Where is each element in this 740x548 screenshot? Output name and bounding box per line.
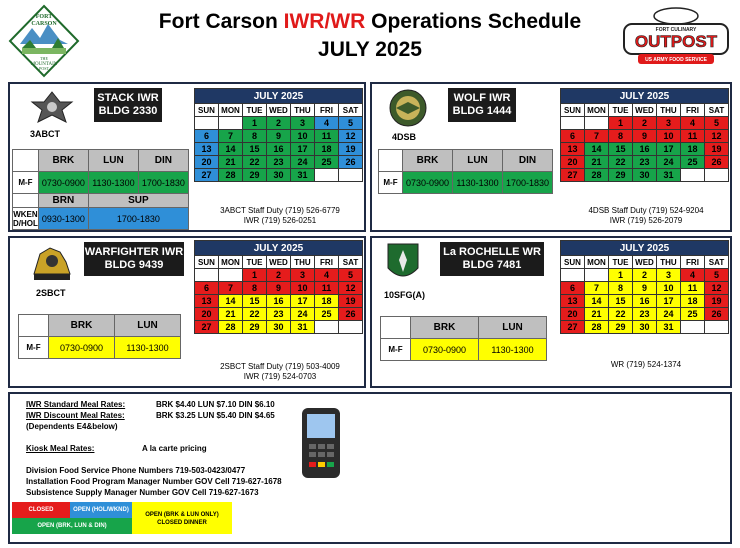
stack-head-brk: BRK — [38, 150, 88, 172]
svg-text:FORT: FORT — [35, 14, 53, 20]
calendar-day: 1 — [609, 117, 633, 130]
dow-tue: TUE — [243, 104, 267, 117]
calendar-week — [195, 130, 363, 143]
calendar-week — [195, 282, 363, 295]
svg-text:OUTPOST: OUTPOST — [634, 32, 718, 51]
svg-text:THE: THE — [40, 56, 48, 61]
wolf-head-din: DIN — [503, 150, 553, 172]
calendar-day: 9 — [633, 282, 657, 295]
calendar-day: 12 — [339, 130, 363, 143]
wolf-mf-din: 1700-1830 — [503, 172, 553, 194]
calendar-day: 5 — [339, 269, 363, 282]
stack-name-box: STACK IWR BLDG 2330 — [94, 88, 162, 122]
calendar-day: 29 — [609, 321, 633, 334]
division-phone: Division Food Service Phone Numbers 719-503-0423/0477 — [26, 466, 246, 475]
calendar-day: 16 — [267, 143, 291, 156]
calendar-day: 29 — [243, 169, 267, 182]
laro-calendar-month: JULY 2025 — [561, 241, 729, 256]
warf-meal-table — [18, 314, 181, 359]
calendar-day: 26 — [339, 308, 363, 321]
dow-mon: MON — [219, 104, 243, 117]
calendar-empty — [681, 169, 705, 182]
calendar-empty — [195, 117, 219, 130]
laro-head-lun: LUN — [479, 317, 547, 339]
dow-sat: SAT — [705, 256, 729, 269]
calendar-day: 12 — [705, 130, 729, 143]
calendar-day: 17 — [657, 143, 681, 156]
calendar-day: 23 — [633, 156, 657, 169]
calendar-day: 30 — [267, 169, 291, 182]
calendar-day: 19 — [339, 295, 363, 308]
calendar-day: 24 — [291, 308, 315, 321]
calendar-day: 3 — [657, 269, 681, 282]
calendar-day: 17 — [291, 143, 315, 156]
calendar-day: 9 — [267, 130, 291, 143]
calendar-week — [561, 321, 729, 334]
wolf-calendar-month: JULY 2025 — [561, 89, 729, 104]
legend-open-brk-lun: OPEN (BRK & LUN ONLY) CLOSED DINNER — [132, 502, 232, 534]
warf-head-lun: LUN — [115, 315, 181, 337]
calendar-week — [195, 169, 363, 182]
calendar-empty — [219, 269, 243, 282]
calendar-week — [195, 321, 363, 334]
card-terminal-icon — [300, 406, 342, 480]
calendar-day: 13 — [561, 143, 585, 156]
calendar-day: 14 — [219, 295, 243, 308]
calendar-day: 17 — [657, 295, 681, 308]
legend-open-all: OPEN (BRK, LUN & DIN) — [12, 518, 132, 534]
calendar-day: 1 — [243, 117, 267, 130]
calendar-day: 11 — [681, 130, 705, 143]
dow-wed: WED — [633, 104, 657, 117]
stack-mf-brk: 0730-0900 — [38, 172, 88, 194]
calendar-day: 8 — [609, 130, 633, 143]
calendar-day: 28 — [585, 321, 609, 334]
dow-thu: THU — [291, 256, 315, 269]
calendar-day: 15 — [609, 295, 633, 308]
calendar-empty — [585, 269, 609, 282]
wolf-calendar — [560, 88, 729, 182]
calendar-day: 3 — [657, 117, 681, 130]
calendar-day: 25 — [681, 308, 705, 321]
dow-thu: THU — [291, 104, 315, 117]
dow-wed: WED — [267, 256, 291, 269]
calendar-day: 26 — [705, 308, 729, 321]
calendar-empty — [315, 321, 339, 334]
calendar-day: 10 — [291, 282, 315, 295]
dow-sat: SAT — [705, 104, 729, 117]
calendar-day: 11 — [315, 130, 339, 143]
svg-text:MOUNTAIN: MOUNTAIN — [30, 62, 58, 67]
calendar-day: 14 — [585, 143, 609, 156]
wolf-dow-row — [561, 104, 729, 117]
dow-sat: SAT — [339, 104, 363, 117]
calendar-day: 4 — [315, 269, 339, 282]
calendar-day: 19 — [705, 295, 729, 308]
calendar-day: 22 — [609, 156, 633, 169]
calendar-day: 10 — [657, 282, 681, 295]
calendar-day: 10 — [291, 130, 315, 143]
dow-wed: WED — [633, 256, 657, 269]
stack-head-brn: BRN — [38, 194, 88, 208]
dow-wed: WED — [267, 104, 291, 117]
program-manager-phone: Installation Food Program Manager Number GOV Cell 719-627-1678 — [26, 477, 282, 486]
std-rate-label: IWR Standard Meal Rates: — [26, 400, 126, 409]
warf-phones: 2SBCT Staff Duty (719) 503-4009 IWR (719) 524-0703 — [220, 362, 340, 381]
stack-head-sup: SUP — [88, 194, 188, 208]
calendar-day: 21 — [585, 308, 609, 321]
calendar-day: 28 — [219, 169, 243, 182]
dow-tue: TUE — [609, 256, 633, 269]
calendar-day: 1 — [609, 269, 633, 282]
fort-carson-logo — [8, 4, 80, 78]
calendar-day: 2 — [267, 269, 291, 282]
dow-fri: FRI — [681, 104, 705, 117]
wolf-meal-table — [378, 149, 553, 194]
laro-name-box: La ROCHELLE WR BLDG 7481 — [440, 242, 544, 276]
calendar-week — [195, 295, 363, 308]
calendar-day: 13 — [195, 143, 219, 156]
warf-mf-label: M-F — [19, 337, 49, 359]
calendar-day: 3 — [291, 269, 315, 282]
calendar-day: 11 — [315, 282, 339, 295]
wolf-phones: 4DSB Staff Duty (719) 524-9204 IWR (719) 526-2079 — [588, 206, 704, 225]
stack-calendar-month: JULY 2025 — [195, 89, 363, 104]
calendar-day: 23 — [267, 308, 291, 321]
calendar-day: 26 — [705, 156, 729, 169]
calendar-day: 20 — [561, 156, 585, 169]
wolf-mf-label: M-F — [379, 172, 403, 194]
culinary-outpost-logo — [620, 6, 732, 68]
stack-meal-table — [12, 149, 189, 230]
warf-calendar — [194, 240, 363, 334]
stack-mf-din: 1700-1830 — [138, 172, 188, 194]
laro-meal-table — [380, 316, 547, 361]
kiosk-rate-label: Kiosk Meal Rates: — [26, 444, 95, 453]
calendar-day: 7 — [219, 282, 243, 295]
dow-sun: SUN — [195, 104, 219, 117]
calendar-day: 5 — [339, 117, 363, 130]
calendar-empty — [561, 117, 585, 130]
calendar-empty — [339, 169, 363, 182]
calendar-week — [561, 295, 729, 308]
stack-phones: 3ABCT Staff Duty (719) 526-6779 IWR (719) 526-0251 — [220, 206, 340, 225]
page-subtitle: JULY 2025 — [318, 38, 422, 61]
4dsb-insignia-icon — [388, 88, 428, 128]
svg-text:POST: POST — [39, 66, 49, 71]
legend-open-hol: OPEN (HOL/WKND) — [70, 502, 132, 518]
warf-unit-label: 2SBCT — [36, 288, 66, 298]
calendar-day: 10 — [657, 130, 681, 143]
calendar-day: 1 — [243, 269, 267, 282]
calendar-week — [561, 117, 729, 130]
dow-mon: MON — [585, 256, 609, 269]
wolf-mf-brk: 0730-0900 — [403, 172, 453, 194]
calendar-day: 22 — [609, 308, 633, 321]
svg-text:FORT CULINARY: FORT CULINARY — [655, 27, 697, 33]
disc-rate-value: BRK $3.25 LUN $5.40 DIN $4.65 — [156, 411, 275, 420]
calendar-day: 18 — [315, 143, 339, 156]
warhorse-insignia-icon — [30, 244, 74, 282]
wolf-head-lun: LUN — [453, 150, 503, 172]
calendar-day: 26 — [339, 156, 363, 169]
calendar-day: 14 — [219, 143, 243, 156]
kiosk-rate-value: A la carte pricing — [142, 444, 207, 453]
laro-mf-brk: 0730-0900 — [411, 339, 479, 361]
calendar-day: 24 — [657, 156, 681, 169]
calendar-empty — [705, 169, 729, 182]
calendar-day: 30 — [267, 321, 291, 334]
calendar-empty — [195, 269, 219, 282]
calendar-day: 2 — [633, 269, 657, 282]
calendar-day: 21 — [219, 308, 243, 321]
dow-fri: FRI — [681, 256, 705, 269]
calendar-day: 27 — [195, 169, 219, 182]
calendar-day: 13 — [195, 295, 219, 308]
calendar-day: 27 — [561, 169, 585, 182]
calendar-empty — [681, 321, 705, 334]
calendar-day: 22 — [243, 308, 267, 321]
calendar-day: 29 — [609, 169, 633, 182]
dow-sat: SAT — [339, 256, 363, 269]
calendar-day: 18 — [681, 143, 705, 156]
calendar-day: 19 — [339, 143, 363, 156]
stack-calendar — [194, 88, 363, 182]
stack-wk-sup: 1700-1830 — [88, 208, 188, 230]
calendar-empty — [705, 321, 729, 334]
calendar-day: 8 — [609, 282, 633, 295]
calendar-day: 17 — [291, 295, 315, 308]
calendar-day: 24 — [657, 308, 681, 321]
calendar-day: 4 — [681, 117, 705, 130]
calendar-day: 31 — [291, 169, 315, 182]
laro-unit-label: 10SFG(A) — [384, 290, 426, 300]
calendar-empty — [561, 269, 585, 282]
calendar-day: 7 — [219, 130, 243, 143]
calendar-day: 27 — [195, 321, 219, 334]
laro-phones: WR (719) 524-1374 — [610, 360, 682, 369]
calendar-day: 24 — [291, 156, 315, 169]
calendar-day: 5 — [705, 117, 729, 130]
calendar-day: 13 — [561, 295, 585, 308]
calendar-day: 18 — [681, 295, 705, 308]
calendar-day: 15 — [243, 143, 267, 156]
dow-sun: SUN — [561, 104, 585, 117]
calendar-week — [195, 143, 363, 156]
calendar-day: 12 — [705, 282, 729, 295]
dow-fri: FRI — [315, 256, 339, 269]
calendar-day: 6 — [561, 130, 585, 143]
calendar-week — [561, 269, 729, 282]
calendar-day: 31 — [657, 321, 681, 334]
supply-manager-phone: Subsistence Supply Manager Number GOV Cell 719-627-1673 — [26, 488, 259, 497]
calendar-day: 28 — [219, 321, 243, 334]
10sfg-insignia-icon — [386, 242, 420, 284]
dow-mon: MON — [219, 256, 243, 269]
calendar-week — [561, 130, 729, 143]
calendar-week — [561, 156, 729, 169]
calendar-day: 7 — [585, 282, 609, 295]
stack-wk-brn: 0930-1300 — [38, 208, 88, 230]
calendar-day: 21 — [219, 156, 243, 169]
dow-tue: TUE — [609, 104, 633, 117]
warf-head-brk: BRK — [49, 315, 115, 337]
stack-head-lun: LUN — [88, 150, 138, 172]
legend-closed: CLOSED — [12, 502, 70, 518]
calendar-day: 20 — [561, 308, 585, 321]
calendar-day: 22 — [243, 156, 267, 169]
laro-mf-lun: 1130-1300 — [479, 339, 547, 361]
wolf-name-box: WOLF IWR BLDG 1444 — [448, 88, 516, 122]
calendar-day: 2 — [633, 117, 657, 130]
calendar-week — [561, 308, 729, 321]
calendar-day: 4 — [315, 117, 339, 130]
calendar-day: 5 — [705, 269, 729, 282]
dow-sun: SUN — [195, 256, 219, 269]
disc-rate-label: IWR Discount Meal Rates: — [26, 411, 125, 420]
dow-thu: THU — [657, 256, 681, 269]
warf-mf-lun: 1130-1300 — [115, 337, 181, 359]
calendar-day: 3 — [291, 117, 315, 130]
dow-tue: TUE — [243, 256, 267, 269]
warf-mf-brk: 0730-0900 — [49, 337, 115, 359]
calendar-week — [195, 117, 363, 130]
calendar-day: 15 — [243, 295, 267, 308]
calendar-day: 8 — [243, 130, 267, 143]
calendar-day: 16 — [633, 143, 657, 156]
warf-calendar-month: JULY 2025 — [195, 241, 363, 256]
calendar-day: 28 — [585, 169, 609, 182]
calendar-empty — [585, 117, 609, 130]
svg-text:US ARMY FOOD SERVICE: US ARMY FOOD SERVICE — [645, 57, 707, 63]
calendar-empty — [339, 321, 363, 334]
calendar-day: 20 — [195, 308, 219, 321]
3abct-insignia-icon — [30, 90, 74, 126]
calendar-empty — [315, 169, 339, 182]
calendar-day: 30 — [633, 169, 657, 182]
wolf-head-brk: BRK — [403, 150, 453, 172]
laro-head-brk: BRK — [411, 317, 479, 339]
laro-calendar — [560, 240, 729, 334]
dow-thu: THU — [657, 104, 681, 117]
calendar-week — [195, 269, 363, 282]
calendar-day: 9 — [267, 282, 291, 295]
calendar-day: 20 — [195, 156, 219, 169]
calendar-day: 25 — [315, 156, 339, 169]
calendar-day: 21 — [585, 156, 609, 169]
calendar-week — [561, 143, 729, 156]
calendar-empty — [219, 117, 243, 130]
calendar-day: 18 — [315, 295, 339, 308]
stack-mf-lun: 1130-1300 — [88, 172, 138, 194]
svg-text:CARSON: CARSON — [31, 21, 57, 27]
laro-dow-row — [561, 256, 729, 269]
calendar-day: 30 — [633, 321, 657, 334]
calendar-day: 23 — [267, 156, 291, 169]
calendar-day: 25 — [315, 308, 339, 321]
wolf-mf-lun: 1130-1300 — [453, 172, 503, 194]
calendar-week — [561, 282, 729, 295]
stack-head-din: DIN — [138, 150, 188, 172]
calendar-day: 12 — [339, 282, 363, 295]
dow-sun: SUN — [561, 256, 585, 269]
calendar-day: 6 — [561, 282, 585, 295]
calendar-day: 7 — [585, 130, 609, 143]
calendar-day: 11 — [681, 282, 705, 295]
stack-mf-label: M-F — [13, 172, 39, 194]
warf-name-box: WARFIGHTER IWR BLDG 9439 — [84, 242, 184, 276]
calendar-day: 8 — [243, 282, 267, 295]
stack-unit-label: 3ABCT — [30, 129, 61, 139]
calendar-day: 14 — [585, 295, 609, 308]
calendar-day: 29 — [243, 321, 267, 334]
calendar-day: 2 — [267, 117, 291, 130]
calendar-day: 6 — [195, 130, 219, 143]
calendar-day: 9 — [633, 130, 657, 143]
calendar-day: 15 — [609, 143, 633, 156]
calendar-day: 27 — [561, 321, 585, 334]
disc-rate-note: (Dependents E4&below) — [26, 422, 118, 431]
wolf-unit-label: 4DSB — [392, 132, 417, 142]
stack-wk-label: WKEN D/HOL — [13, 209, 38, 228]
calendar-day: 31 — [291, 321, 315, 334]
warf-dow-row — [195, 256, 363, 269]
calendar-day: 19 — [705, 143, 729, 156]
calendar-day: 25 — [681, 156, 705, 169]
calendar-day: 16 — [267, 295, 291, 308]
calendar-week — [561, 169, 729, 182]
dow-mon: MON — [585, 104, 609, 117]
calendar-day: 6 — [195, 282, 219, 295]
dow-fri: FRI — [315, 104, 339, 117]
page-title: Fort Carson IWR/WR Operations Schedule — [158, 10, 582, 33]
calendar-week — [195, 156, 363, 169]
calendar-day: 31 — [657, 169, 681, 182]
calendar-day: 16 — [633, 295, 657, 308]
stack-dow-row — [195, 104, 363, 117]
calendar-week — [195, 308, 363, 321]
calendar-day: 23 — [633, 308, 657, 321]
laro-mf-label: M-F — [381, 339, 411, 361]
std-rate-value: BRK $4.40 LUN $7.10 DIN $6.10 — [156, 400, 275, 409]
calendar-day: 4 — [681, 269, 705, 282]
